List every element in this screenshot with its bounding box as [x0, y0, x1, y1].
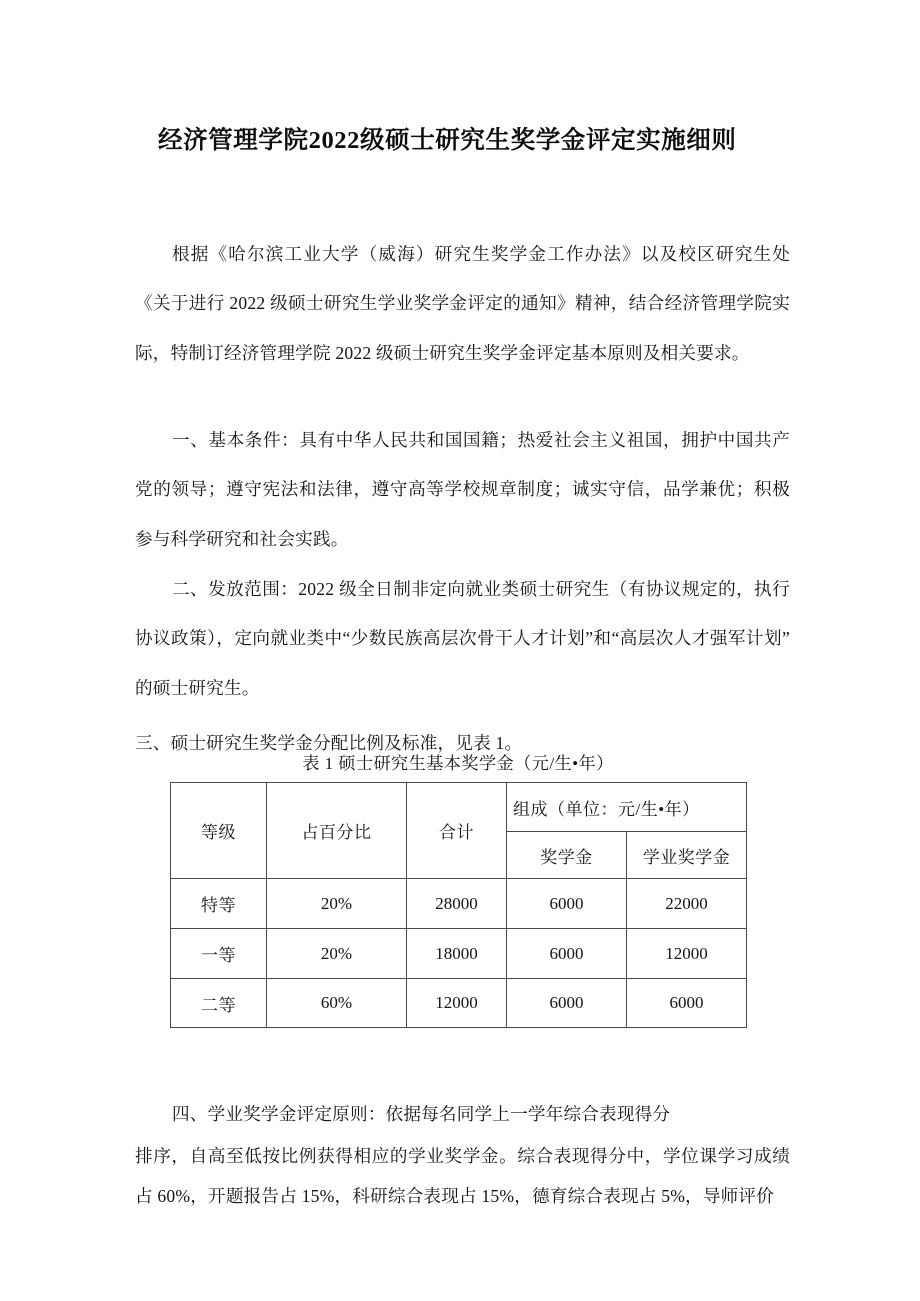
table-row — [171, 979, 747, 1028]
cell-academic-scholarship: 12000 — [627, 929, 747, 979]
paragraph-section-three: 三、硕士研究生奖学金分配比例及标准，见表 1。 — [135, 732, 523, 753]
cell-total: 28000 — [407, 879, 507, 929]
cell-percentage: 60% — [267, 979, 407, 1028]
page-title: 经济管理学院2022级硕士研究生奖学金评定实施细则 — [158, 127, 737, 155]
table-caption: 表 1 硕士研究生基本奖学金（元/生•年） — [302, 754, 614, 773]
paragraph-section-four-lead: 四、学业奖学金评定原则：依据每名同学上一学年综合表现得分 — [172, 1103, 671, 1124]
table-header-total: 合计 — [407, 783, 507, 879]
cell-total: 18000 — [407, 929, 507, 979]
paragraph-section-four-body: 排序，自高至低按比例获得相应的学业奖学金。综合表现得分中，学位课学习成绩占 60%，开题报告占 15%，科研综合表现占 15%，德育综合表现占 5%，导师评价 — [135, 1145, 790, 1206]
cell-academic-scholarship: 22000 — [627, 879, 747, 929]
cell-percentage: 20% — [267, 929, 407, 979]
cell-total: 12000 — [407, 979, 507, 1028]
paragraph-intro: 根据《哈尔滨工业大学（威海）研究生奖学金工作办法》以及校区研究生处《关于进行 2022 级硕士研究生学业奖学金评定的通知》精神，结合经济管理学院实际，特制订经济管理学院 2022 级硕士研究生奖学金评定基本原则及相关要求。 — [135, 243, 790, 363]
table-row — [171, 879, 747, 929]
cell-academic-scholarship: 6000 — [627, 979, 747, 1028]
paragraph-section-one: 一、基本条件：具有中华人民共和国国籍；热爱社会主义祖国，拥护中国共产党的领导；遵守宪法和法律，遵守高等学校规章制度；诚实守信，品学兼优；积极参与科学研究和社会实践。 — [135, 429, 790, 549]
table-header-academic-scholarship: 学业奖学金 — [627, 832, 747, 879]
table-header-composition: 组成（单位：元/生•年） — [507, 783, 747, 832]
cell-grade: 特等 — [171, 879, 267, 929]
table-row — [171, 929, 747, 979]
cell-percentage: 20% — [267, 879, 407, 929]
cell-scholarship: 6000 — [507, 929, 627, 979]
cell-scholarship: 6000 — [507, 979, 627, 1028]
cell-scholarship: 6000 — [507, 879, 627, 929]
scholarship-table — [170, 782, 747, 1028]
table-header-row-top — [171, 783, 747, 832]
cell-grade: 二等 — [171, 979, 267, 1028]
cell-grade: 一等 — [171, 929, 267, 979]
table-header-percentage: 占百分比 — [267, 783, 407, 879]
table-header-scholarship: 奖学金 — [507, 832, 627, 879]
table-header-grade: 等级 — [171, 783, 267, 879]
paragraph-section-two: 二、发放范围：2022 级全日制非定向就业类硕士研究生（有协议规定的，执行协议政策），定向就业类中“少数民族高层次骨干人才计划”和“高层次人才强军计划”的硕士研究生。 — [135, 578, 790, 698]
